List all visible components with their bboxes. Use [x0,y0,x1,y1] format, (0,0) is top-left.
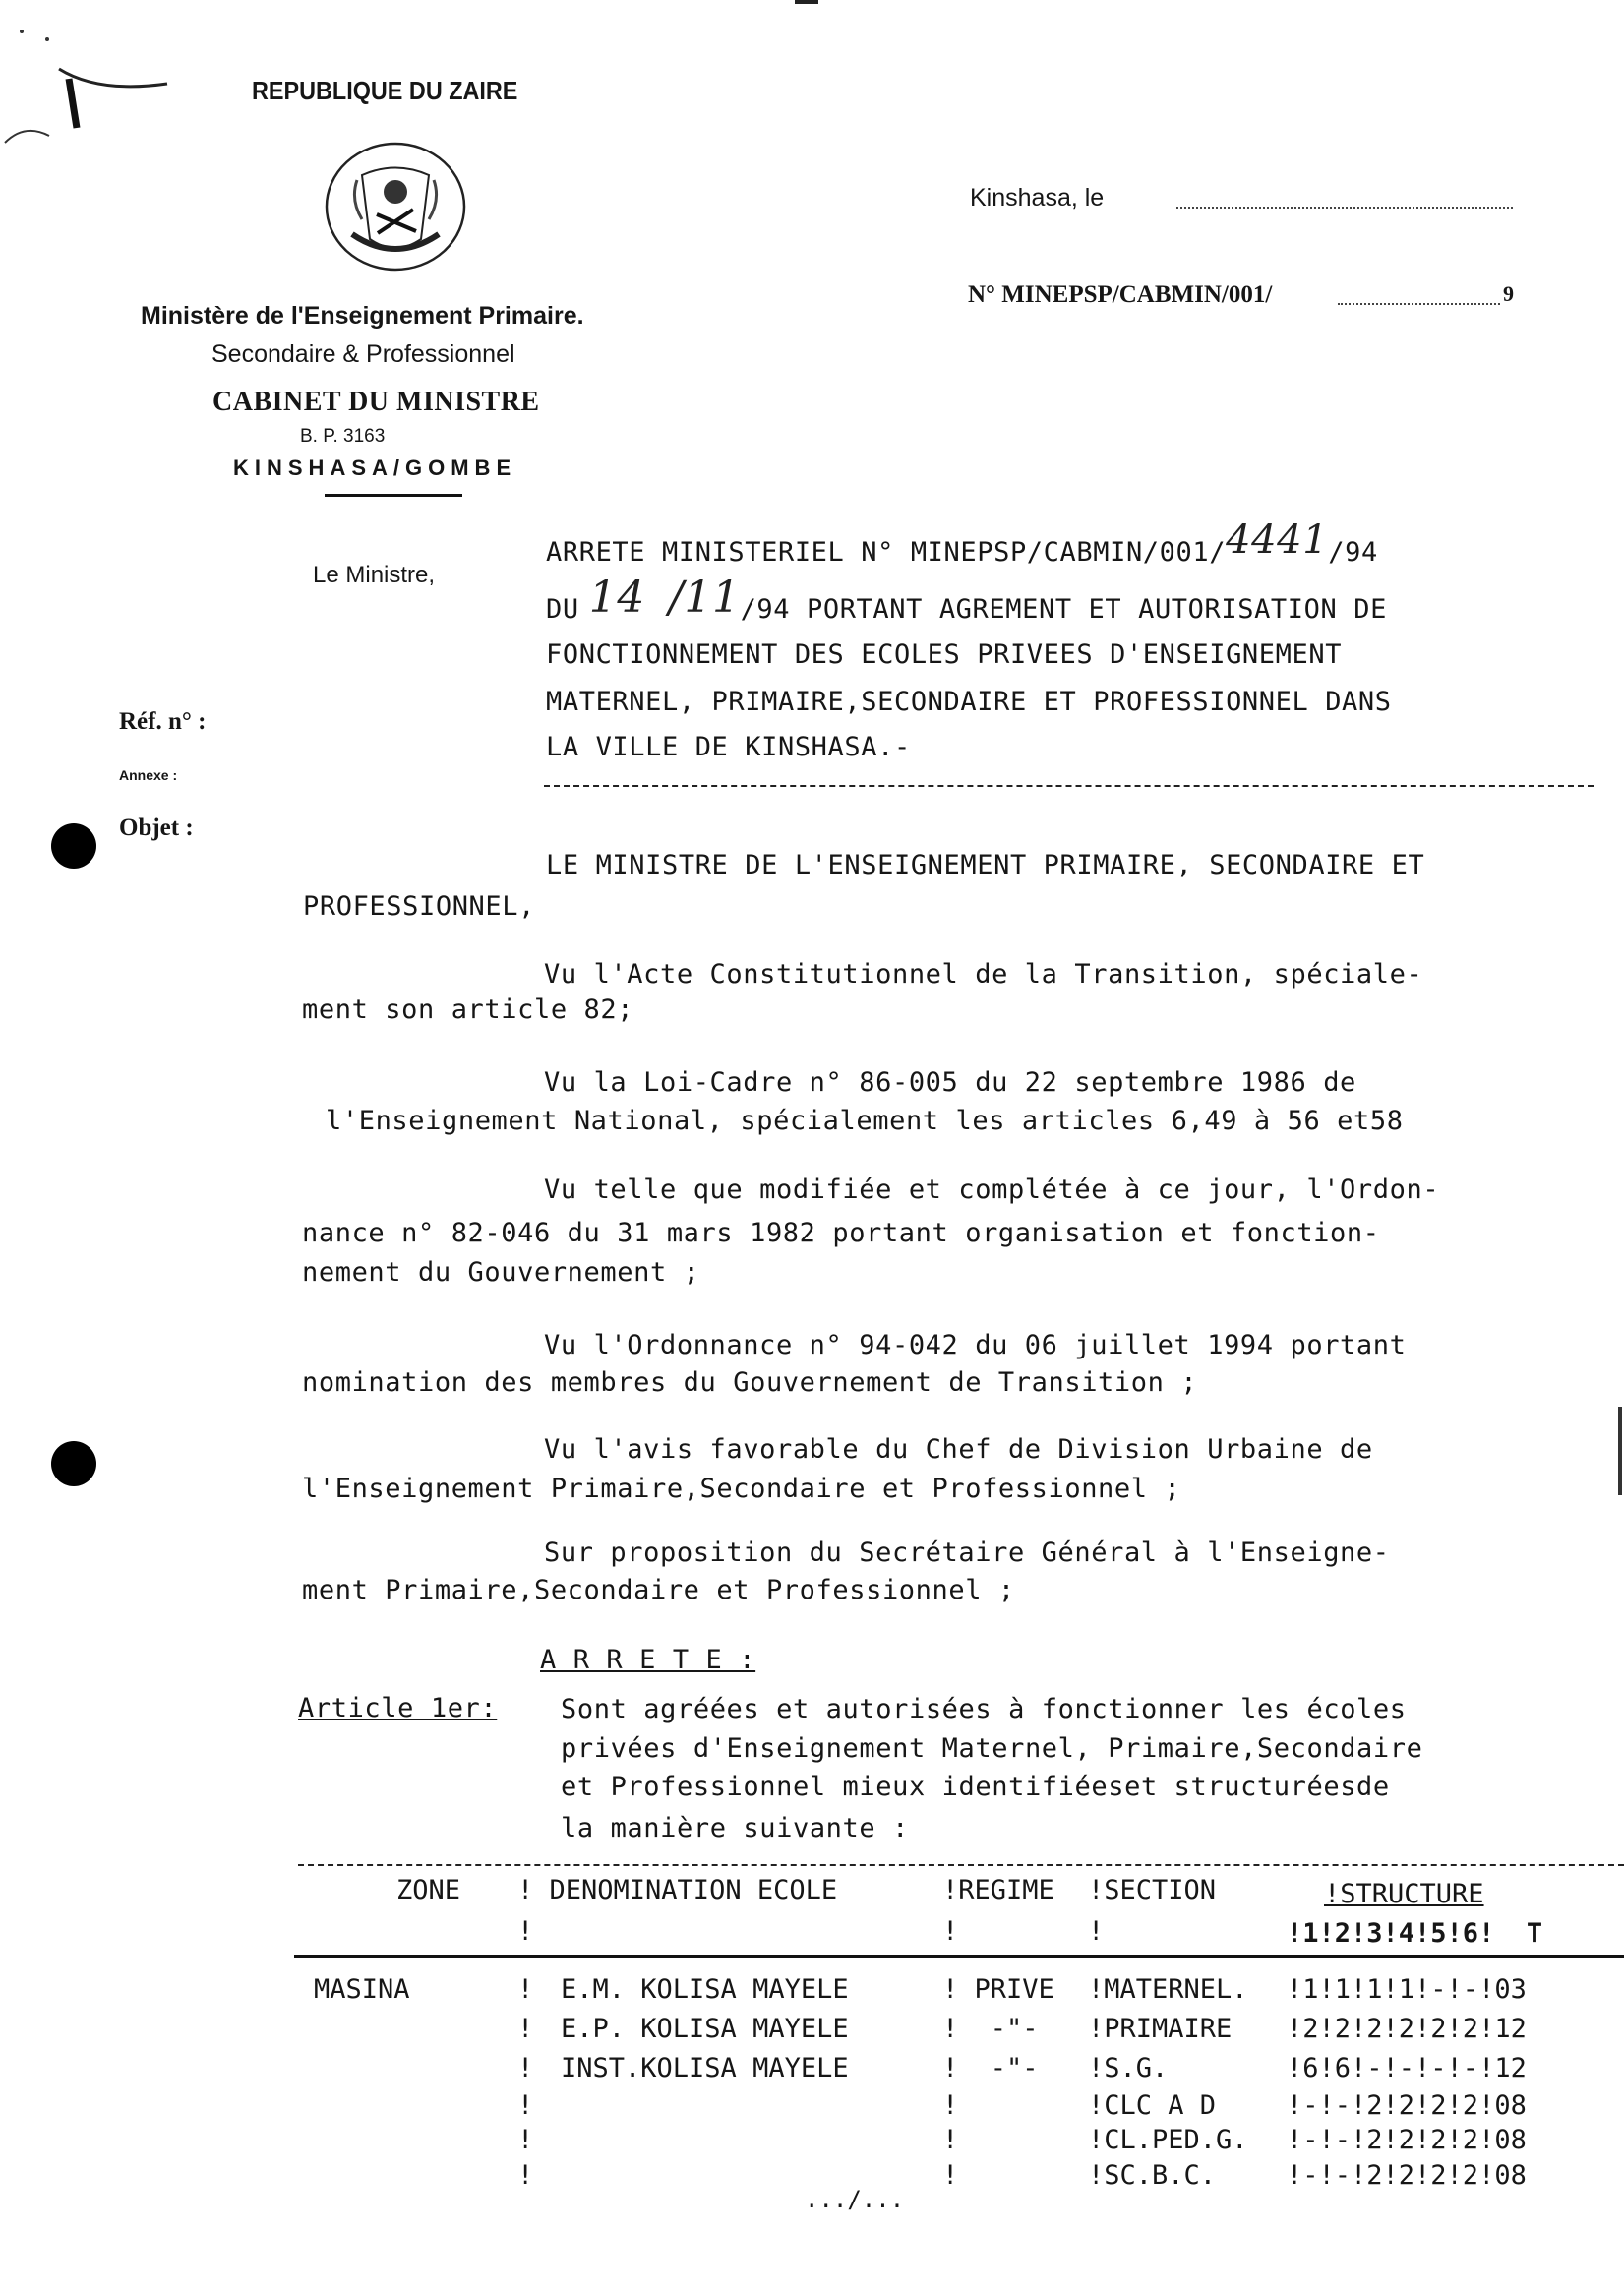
coat-of-arms-emblem [323,141,468,272]
row-6-structure: !-!-!2!2!2!2!08 [1287,2160,1527,2191]
row-1-regime: ! PRIVE [942,1974,1054,2005]
header-regime: !REGIME [942,1875,1054,1905]
scan-edge-mark [1618,1407,1622,1495]
cabinet-title: CABINET DU MINISTRE [212,387,540,417]
reference-number-label: N° MINEPSP/CABMIN/001/ [968,281,1273,308]
letterhead-underline [325,494,462,497]
row-1-denomination: E.M. KOLISA MAYELE [561,1974,849,2005]
row-3-regime: ! -"- [942,2053,1039,2083]
intro-line2: PROFESSIONNEL, [303,891,535,922]
arrete-heading: A R R E T E : [540,1645,756,1675]
title-line2: DU 14 /11/94 PORTANT AGREMENT ET AUTORISATION DE [546,573,1387,625]
postal-box: B. P. 3163 [300,426,386,447]
row-5-structure: !-!-!2!2!2!2!08 [1287,2125,1527,2155]
row-2-denomination: E.P. KOLISA MAYELE [561,2014,849,2044]
vu6-line2: ment Primaire,Secondaire et Professionnel ; [302,1575,1015,1605]
ref-label: Réf. n° : [119,708,207,735]
objet-label: Objet : [119,815,194,841]
vu2-line2: l'Enseignement National, spécialement les articles 6,49 à 56 et58 [326,1106,1404,1136]
table-header-rule [294,1955,1624,1958]
country-name: REPUBLIQUE DU ZAIRE [252,76,518,105]
row-6-sep: ! [517,2160,534,2191]
title-line1 [546,517,1378,571]
article-1-line1: Sont agréées et autorisées à fonctionner les écoles [561,1694,1407,1724]
title-line1-text: ARRETE MINISTERIEL N° MINEPSP/CABMIN/001/ [546,537,1227,568]
title-line5: LA VILLE DE KINSHASA.- [546,732,911,762]
row-6-regime: ! [942,2160,959,2191]
city-line: KINSHASA/GOMBE [233,455,517,480]
row-1-zone: MASINA [314,1974,410,2005]
date-label: Kinshasa, le [970,184,1105,211]
intro-line1: LE MINISTRE DE L'ENSEIGNEMENT PRIMAIRE, SECONDAIRE ET [546,850,1425,880]
vu1-line1: Vu l'Acte Constitutionnel de la Transition, spéciale- [544,959,1423,990]
handwritten-month: 11 [684,573,741,623]
vu2-line1: Vu la Loi-Cadre n° 86-005 du 22 septembre 1986 de [544,1067,1356,1098]
row-5-sep: ! [517,2125,534,2155]
header-sep-3: ! [1088,1916,1105,1947]
reference-number-blank [1338,303,1500,305]
header-structure-columns: !1!2!3!4!5!6! T [1287,1918,1543,1949]
punch-hole-upper [51,823,96,869]
row-1-structure: !1!1!1!1!-!-!03 [1287,1974,1527,2005]
table-top-border [298,1864,1624,1866]
title-separator [544,785,1594,787]
header-sep-1: ! [517,1916,534,1947]
article-1-label: Article 1er: [298,1693,498,1723]
handwritten-day: 14 [588,573,645,623]
row-3-structure: !6!6!-!-!-!-!12 [1287,2053,1527,2083]
row-4-regime: ! [942,2090,959,2121]
title-line4: MATERNEL, PRIMAIRE,SECONDAIRE ET PROFESSIONNEL DANS [546,687,1392,717]
title-line2-text: /94 PORTANT AGREMENT ET AUTORISATION DE [740,594,1387,625]
row-3-sep: ! [517,2053,534,2083]
vu6-line1: Sur proposition du Secrétaire Général à l'Enseigne- [544,1538,1390,1568]
row-4-sep: ! [517,2090,534,2121]
row-4-structure: !-!-!2!2!2!2!08 [1287,2090,1527,2121]
title-du: DU [546,594,579,625]
row-2-sep: ! [517,2014,534,2044]
row-5-section: !CL.PED.G. [1088,2125,1248,2155]
row-2-structure: !2!2!2!2!2!2!12 [1287,2014,1527,2044]
continuation-marker: .../... [805,2186,905,2213]
vu4-line2: nomination des membres du Gouvernement de Transition ; [302,1367,1198,1398]
header-structure: !STRUCTURE [1324,1879,1484,1909]
vu3-line3: nement du Gouvernement ; [302,1257,700,1288]
vu1-line2: ment son article 82; [302,995,634,1025]
row-5-regime: ! [942,2125,959,2155]
scan-mark-top [795,0,818,4]
punch-hole-lower [51,1441,96,1486]
le-ministre-label: Le Ministre, [313,562,436,588]
row-2-section: !PRIMAIRE [1088,2014,1233,2044]
article-1-line3: et Professionnel mieux identifiéeset structuréesde [561,1772,1390,1802]
vu3-line1: Vu telle que modifiée et complétée à ce jour, l'Ordon- [544,1175,1440,1205]
header-sep-2: ! [942,1916,959,1947]
row-6-section: !SC.B.C. [1088,2160,1217,2191]
vu5-line1: Vu l'avis favorable du Chef de Division Urbaine de [544,1434,1373,1465]
ministry-name-line2: Secondaire & Professionnel [211,340,515,368]
header-denomination: ! DENOMINATION ECOLE [517,1875,838,1905]
row-1-sep: ! [517,1974,534,2005]
vu4-line1: Vu l'Ordonnance n° 94-042 du 06 juillet 1994 portant [544,1330,1407,1360]
vu5-line2: l'Enseignement Primaire,Secondaire et Professionnel ; [302,1474,1181,1504]
article-1-line4: la manière suivante : [561,1813,909,1843]
row-3-section: !S.G. [1088,2053,1169,2083]
reference-year-digit: 9 [1503,281,1514,306]
title-line3: FONCTIONNEMENT DES ECOLES PRIVEES D'ENSEIGNEMENT [546,639,1343,670]
row-3-denomination: INST.KOLISA MAYELE [561,2053,849,2083]
handwritten-decree-number: 4441 [1226,517,1329,563]
header-section: !SECTION [1088,1875,1217,1905]
title-line1-year: /94 [1328,537,1378,568]
article-1-line2: privées d'Enseignement Maternel, Primaire,Secondaire [561,1733,1423,1764]
vu3-line2: nance n° 82-046 du 31 mars 1982 portant organisation et fonction- [302,1218,1380,1248]
ministry-name-line1: Ministère de l'Enseignement Primaire. [141,302,584,330]
date-dotted-line [1176,207,1513,209]
header-zone: ZONE [396,1875,461,1905]
annexe-label: Annexe : [119,767,178,783]
row-4-section: !CLC A D [1088,2090,1217,2121]
row-1-section: !MATERNEL. [1088,1974,1248,2005]
row-2-regime: ! -"- [942,2014,1039,2044]
scan-marks [0,20,197,157]
